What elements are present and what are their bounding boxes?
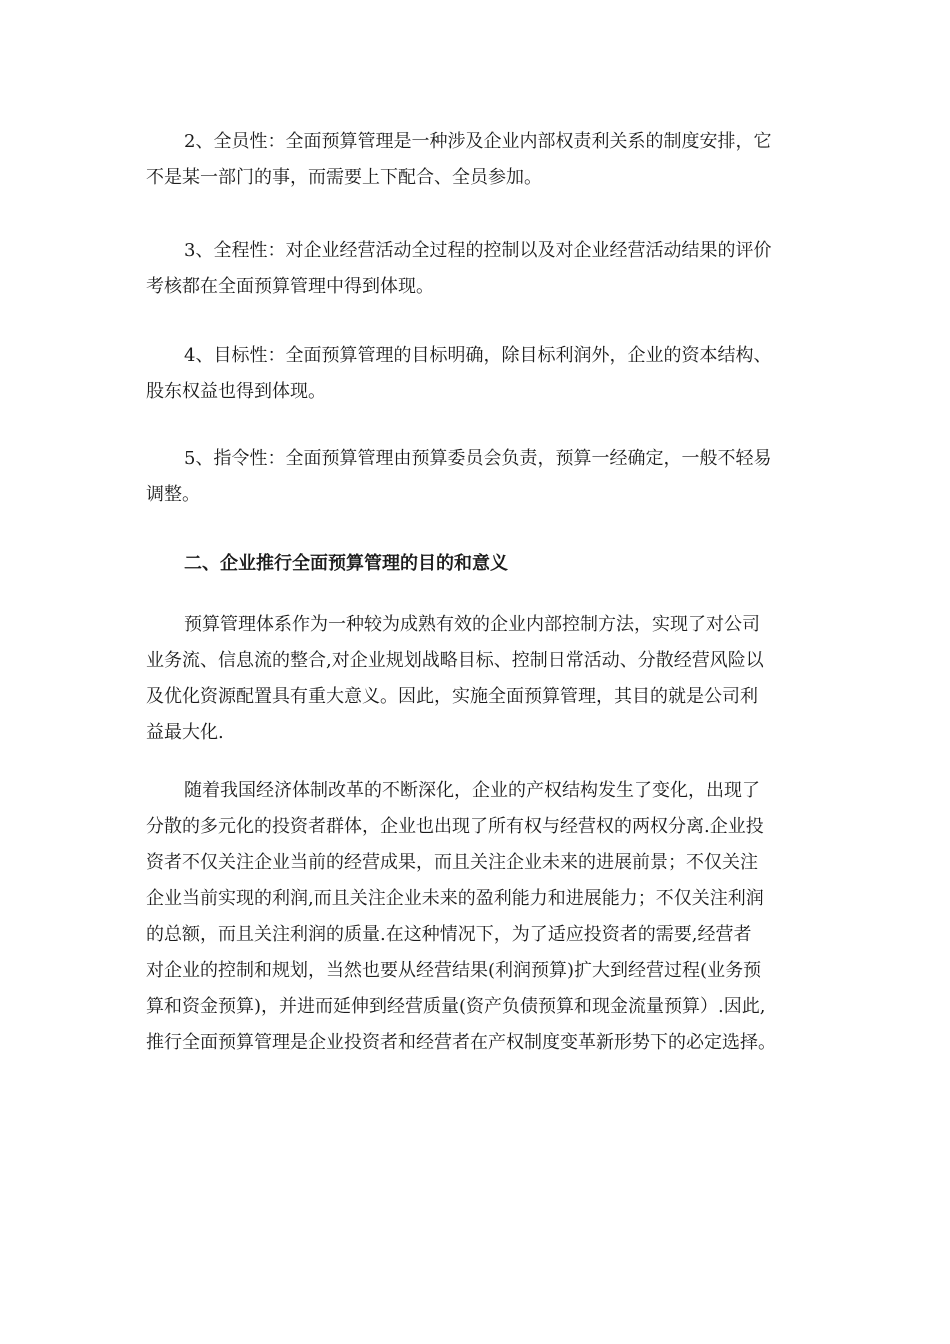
text-line: 业务流、信息流的整合,对企业规划战略目标、控制日常活动、分散经营风险以 (146, 650, 764, 671)
text-line: 股东权益也得到体现。 (146, 381, 326, 402)
text-line: 3、全程性：对企业经营活动全过程的控制以及对企业经营活动结果的评价 (184, 240, 772, 261)
text-line: 益最大化. (146, 722, 224, 743)
text-line: 的总额，而且关注利润的质量.在这种情况下，为了适应投资者的需要,经营者 (146, 924, 752, 945)
list-item-goal-oriented (146, 338, 816, 410)
section-heading (146, 546, 816, 582)
text-line: 考核都在全面预算管理中得到体现。 (146, 276, 434, 297)
text-line: 企业当前实现的利润,而且关注企业未来的盈利能力和进展能力；不仅关注利润 (146, 888, 764, 909)
paragraph-purpose (146, 607, 816, 751)
text-line: 5、指令性：全面预算管理由预算委员会负责，预算一经确定，一般不轻易 (184, 448, 772, 469)
text-line: 调整。 (146, 484, 200, 505)
list-item-directive (146, 441, 816, 513)
text-line: 随着我国经济体制改革的不断深化，企业的产权结构发生了变化，出现了 (184, 780, 760, 801)
text-line: 及优化资源配置具有重大意义。因此，实施全面预算管理，其目的就是公司利 (146, 686, 758, 707)
text-line: 4、目标性：全面预算管理的目标明确，除目标利润外，企业的资本结构、 (184, 345, 772, 366)
text-line: 不是某一部门的事，而需要上下配合、全员参加。 (146, 167, 542, 188)
text-line: 预算管理体系作为一种较为成熟有效的企业内部控制方法，实现了对公司 (184, 614, 760, 635)
section-heading-text: 二、企业推行全面预算管理的目的和意义 (184, 553, 508, 574)
text-line: 2、全员性：全面预算管理是一种涉及企业内部权责利关系的制度安排，它 (184, 131, 772, 152)
text-line: 推行全面预算管理是企业投资者和经营者在产权制度变革新形势下的必定选择。 (146, 1032, 776, 1053)
text-line: 分散的多元化的投资者群体，企业也出现了所有权与经营权的两权分离.企业投 (146, 816, 764, 837)
text-line: 资者不仅关注企业当前的经营成果，而且关注企业未来的进展前景；不仅关注 (146, 852, 758, 873)
text-line: 对企业的控制和规划，当然也要从经营结果(利润预算)扩大到经营过程(业务预 (146, 960, 762, 981)
list-item-full-process (146, 233, 816, 305)
list-item-full-participation (146, 124, 816, 196)
text-line: 算和资金预算)，并进而延伸到经营质量(资产负债预算和现金流量预算）.因此, (146, 996, 766, 1017)
paragraph-significance (146, 773, 816, 1061)
